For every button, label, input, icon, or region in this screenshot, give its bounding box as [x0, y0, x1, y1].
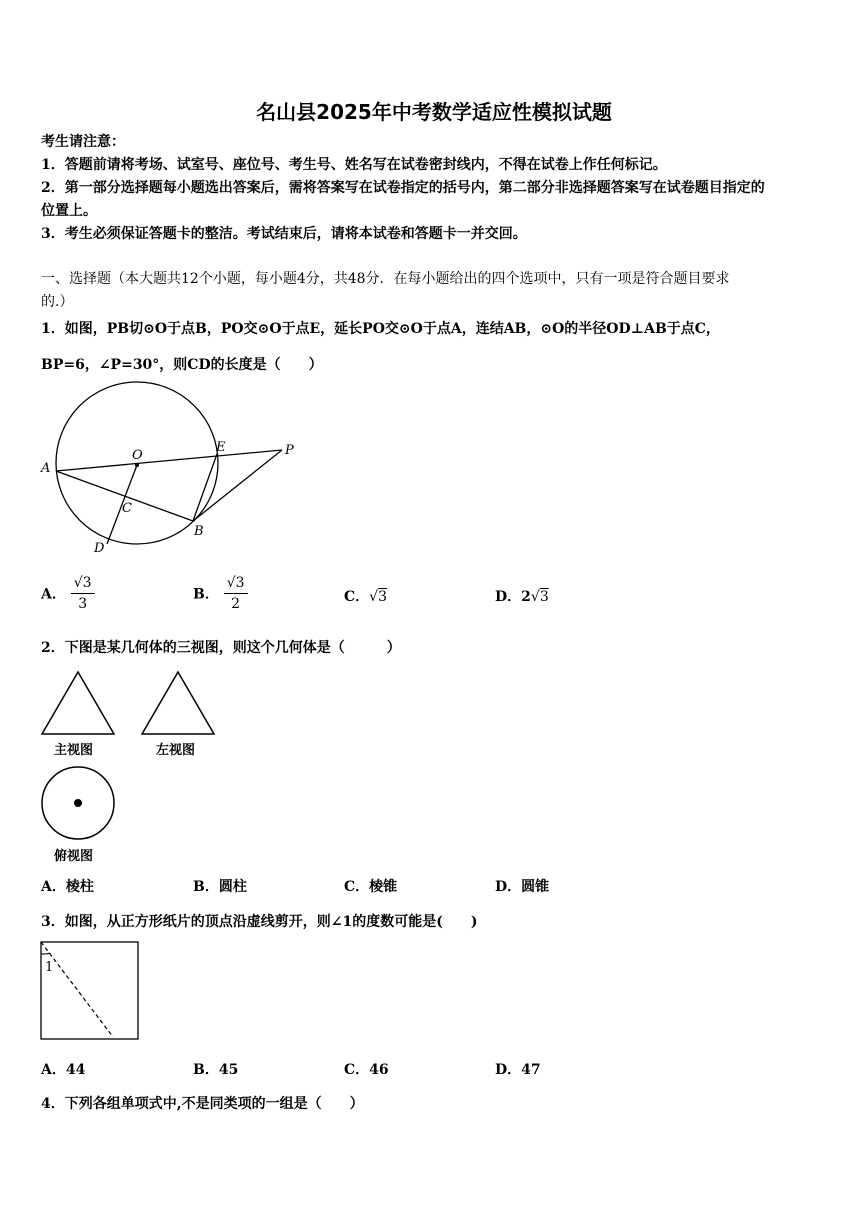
q1-stem-line1: 1．如图，PB切⊙O于点B，PO交⊙O于点E，延长PO交⊙O于点A，连结AB，⊙O的半径OD⊥AB于点C， — [41, 321, 720, 337]
q1-stem-line2: BP=6，∠P=30°，则CD的长度是（ ） — [41, 357, 323, 373]
q3-option-a[interactable]: A．44 — [41, 1062, 86, 1078]
center-point-o — [135, 463, 139, 467]
cut-dashed-line — [41, 942, 113, 1037]
q3-stem: 3．如图，从正方形纸片的顶点沿虚线剪开，则∠1的度数可能是( ) — [41, 914, 478, 930]
notice-heading: 考生请注意： — [41, 134, 125, 150]
apex-dot — [74, 799, 82, 807]
top-view-circle — [40, 765, 118, 843]
q3-option-b[interactable]: B．45 — [193, 1062, 239, 1078]
left-view-caption: 左视图 — [156, 743, 196, 758]
page-title: 名山县2025年中考数学适应性模拟试题 — [256, 100, 612, 124]
label-e: E — [216, 440, 226, 455]
label-a: A — [41, 461, 51, 476]
notice-item-2: 2．第一部分选择题每小题选出答案后，需将答案写在试卷指定的括号内，第二部分非选择题答案写在试卷题目指定的 — [41, 180, 765, 196]
front-view-triangle — [40, 670, 116, 736]
section-heading-cont: 的.） — [41, 294, 74, 310]
q2-option-a[interactable]: A．棱柱 — [41, 879, 94, 895]
label-o: O — [132, 448, 143, 463]
label-b: B — [194, 524, 204, 539]
label-d: D — [94, 541, 105, 556]
q1-option-b[interactable]: B． $\frac{√3}{2}$ — [193, 573, 248, 614]
line-ap — [56, 450, 282, 471]
front-view-caption: 主视图 — [54, 743, 94, 758]
q2-option-d[interactable]: D．圆锥 — [495, 879, 550, 895]
section-heading: 一、选择题（本大题共12个小题，每小题4分，共48分．在每小题给出的四个选项中，只有一项是符合题目要求 — [41, 271, 730, 287]
label-c: C — [122, 501, 132, 516]
q1-circle-figure — [36, 378, 302, 558]
angle-arc — [41, 953, 50, 954]
q2-option-c[interactable]: C．棱锥 — [344, 879, 398, 895]
notice-item-1: 1．答题前请将考场、试室号、座位号、考生号、姓名写在试卷密封线内，不得在试卷上作任何标记。 — [41, 157, 667, 173]
q4-stem: 4．下列各组单项式中,不是同类项的一组是（ ） — [41, 1096, 364, 1112]
angle-label-1: 1 — [45, 960, 54, 975]
top-view-caption: 俯视图 — [54, 849, 94, 864]
q3-option-c[interactable]: C．46 — [344, 1062, 389, 1078]
left-view-triangle — [140, 670, 216, 736]
q3-option-d[interactable]: D．47 — [495, 1062, 541, 1078]
notice-item-3: 3．考生必须保证答题卡的整洁。考试结束后，请将本试卷和答题卡一并交回。 — [41, 226, 527, 242]
q1-option-c[interactable]: C．√3 — [344, 589, 387, 605]
q3-square-figure — [40, 941, 142, 1041]
q2-option-b[interactable]: B．圆柱 — [193, 879, 247, 895]
q1-option-a[interactable]: A． $\frac{√3}{3}$ — [41, 573, 95, 614]
q2-stem: 2．下图是某几何体的三视图，则这个几何体是（ ） — [41, 640, 401, 656]
q1-option-d[interactable]: D．2√3 — [495, 589, 549, 605]
square-paper — [41, 942, 138, 1039]
label-p: P — [285, 443, 294, 458]
notice-item-2-cont: 位置上。 — [41, 203, 97, 219]
